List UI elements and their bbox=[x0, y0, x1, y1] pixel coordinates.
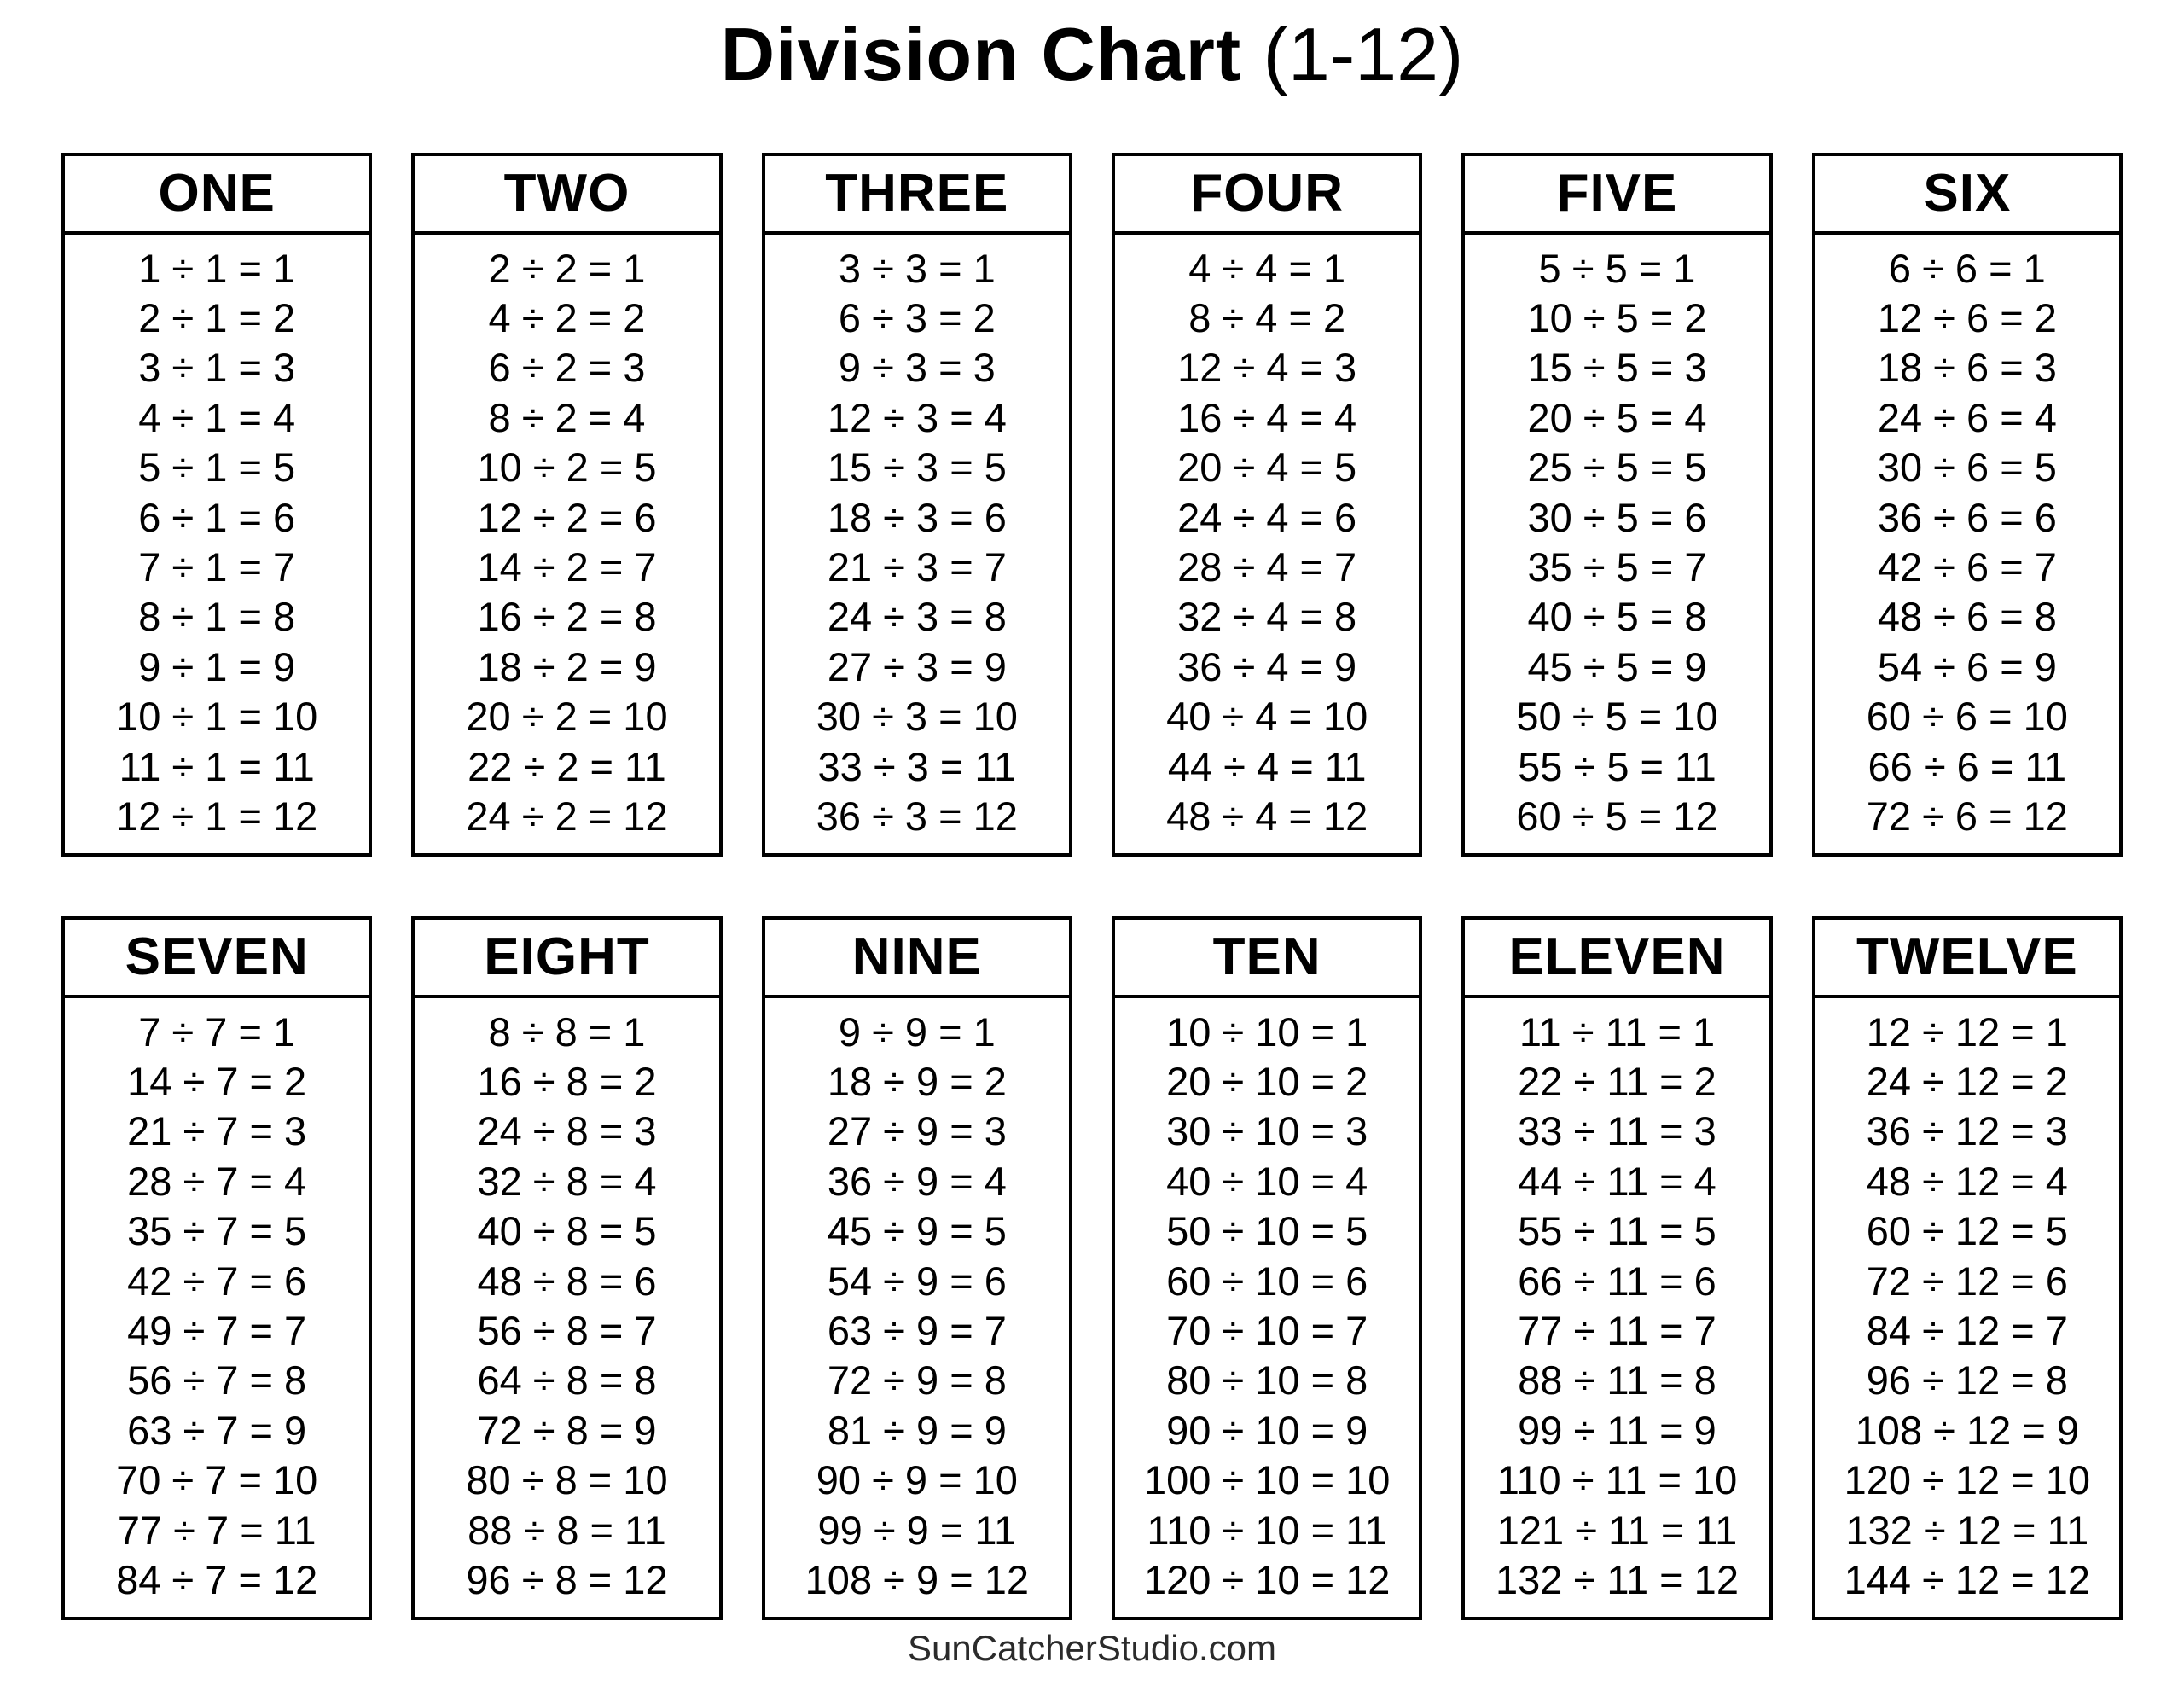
equation-row: 18 ÷ 9 = 2 bbox=[827, 1058, 1007, 1104]
division-box-body bbox=[1115, 998, 1419, 1617]
equation-row: 7 ÷ 1 = 7 bbox=[138, 543, 296, 590]
equation-row: 10 ÷ 5 = 2 bbox=[1527, 294, 1707, 340]
equation-row: 54 ÷ 6 = 9 bbox=[1877, 643, 2057, 689]
equation-row: 22 ÷ 2 = 11 bbox=[468, 743, 666, 789]
division-box-body bbox=[1465, 235, 1769, 853]
equation-row: 40 ÷ 5 = 8 bbox=[1527, 594, 1707, 640]
equation-row: 72 ÷ 12 = 6 bbox=[1866, 1258, 2068, 1304]
equation-row: 60 ÷ 6 = 10 bbox=[1866, 694, 2068, 740]
section-six bbox=[1812, 153, 2123, 857]
equation-row: 40 ÷ 10 = 4 bbox=[1166, 1158, 1368, 1204]
equation-row: 70 ÷ 10 = 7 bbox=[1166, 1307, 1368, 1353]
section-eight bbox=[411, 916, 722, 1620]
equation-row: 8 ÷ 4 = 2 bbox=[1188, 294, 1346, 340]
equation-row: 36 ÷ 12 = 3 bbox=[1866, 1108, 2068, 1154]
page-title-range: (1-12) bbox=[1263, 12, 1464, 96]
section-nine bbox=[762, 916, 1072, 1620]
equation-row: 10 ÷ 1 = 10 bbox=[116, 694, 318, 740]
equation-row: 27 ÷ 9 = 3 bbox=[827, 1108, 1007, 1154]
division-box-header: ONE bbox=[65, 156, 369, 235]
equation-row: 50 ÷ 10 = 5 bbox=[1166, 1208, 1368, 1254]
equation-row: 1 ÷ 1 = 1 bbox=[138, 245, 296, 291]
division-box-header: FIVE bbox=[1465, 156, 1769, 235]
equation-row: 24 ÷ 4 = 6 bbox=[1177, 494, 1357, 540]
equation-row: 28 ÷ 4 = 7 bbox=[1177, 543, 1357, 590]
equation-row: 81 ÷ 9 = 9 bbox=[827, 1407, 1007, 1453]
equation-row: 49 ÷ 7 = 7 bbox=[127, 1307, 307, 1353]
equation-row: 55 ÷ 11 = 5 bbox=[1518, 1208, 1716, 1254]
equation-row: 48 ÷ 4 = 12 bbox=[1166, 793, 1368, 839]
section-five bbox=[1461, 153, 1772, 857]
equation-row: 12 ÷ 6 = 2 bbox=[1877, 294, 2057, 340]
equation-row: 14 ÷ 7 = 2 bbox=[127, 1058, 307, 1104]
equation-row: 10 ÷ 10 = 1 bbox=[1166, 1008, 1368, 1055]
equation-row: 63 ÷ 9 = 7 bbox=[827, 1307, 1007, 1353]
equation-row: 12 ÷ 3 = 4 bbox=[827, 394, 1007, 440]
equation-row: 72 ÷ 9 = 8 bbox=[827, 1357, 1007, 1404]
equation-row: 96 ÷ 12 = 8 bbox=[1866, 1357, 2068, 1404]
equation-row: 2 ÷ 2 = 1 bbox=[488, 245, 646, 291]
equation-row: 96 ÷ 8 = 12 bbox=[466, 1556, 668, 1602]
equation-row: 33 ÷ 11 = 3 bbox=[1518, 1108, 1716, 1154]
equation-row: 56 ÷ 8 = 7 bbox=[477, 1307, 657, 1353]
equation-row: 30 ÷ 6 = 5 bbox=[1877, 445, 2057, 491]
equation-row: 20 ÷ 5 = 4 bbox=[1527, 394, 1707, 440]
equation-row: 110 ÷ 10 = 11 bbox=[1147, 1507, 1387, 1553]
division-box-body bbox=[415, 998, 718, 1617]
equation-row: 99 ÷ 9 = 11 bbox=[817, 1507, 1017, 1553]
division-box-body bbox=[1465, 998, 1769, 1617]
equation-row: 40 ÷ 8 = 5 bbox=[477, 1208, 657, 1254]
equation-row: 80 ÷ 10 = 8 bbox=[1166, 1357, 1368, 1404]
equation-row: 6 ÷ 6 = 1 bbox=[1888, 245, 2046, 291]
equation-row: 21 ÷ 3 = 7 bbox=[827, 543, 1007, 590]
equation-row: 121 ÷ 11 = 11 bbox=[1496, 1507, 1738, 1553]
equation-row: 4 ÷ 1 = 4 bbox=[138, 394, 296, 440]
equation-row: 45 ÷ 9 = 5 bbox=[827, 1208, 1007, 1254]
equation-row: 6 ÷ 2 = 3 bbox=[488, 345, 646, 391]
division-box-header: THREE bbox=[765, 156, 1069, 235]
division-box-header: SIX bbox=[1815, 156, 2119, 235]
equation-row: 32 ÷ 4 = 8 bbox=[1177, 594, 1357, 640]
division-box-header: EIGHT bbox=[415, 920, 718, 998]
division-box-header: TWELVE bbox=[1815, 920, 2119, 998]
division-box-header: TWO bbox=[415, 156, 718, 235]
equation-row: 27 ÷ 3 = 9 bbox=[827, 643, 1007, 689]
section-two bbox=[411, 153, 722, 857]
equation-row: 54 ÷ 9 = 6 bbox=[827, 1258, 1007, 1304]
equation-row: 66 ÷ 6 = 11 bbox=[1867, 743, 2067, 789]
equation-row: 60 ÷ 5 = 12 bbox=[1516, 793, 1718, 839]
division-box-body bbox=[1115, 235, 1419, 853]
equation-row: 120 ÷ 10 = 12 bbox=[1143, 1556, 1391, 1602]
equation-row: 70 ÷ 7 = 10 bbox=[116, 1457, 318, 1503]
equation-row: 24 ÷ 3 = 8 bbox=[827, 594, 1007, 640]
division-box-body bbox=[65, 998, 369, 1617]
equation-row: 24 ÷ 6 = 4 bbox=[1877, 394, 2057, 440]
equation-row: 18 ÷ 6 = 3 bbox=[1877, 345, 2057, 391]
equation-row: 77 ÷ 7 = 11 bbox=[117, 1507, 317, 1553]
equation-row: 8 ÷ 8 = 1 bbox=[488, 1008, 646, 1055]
equation-row: 30 ÷ 3 = 10 bbox=[816, 694, 1018, 740]
equation-row: 22 ÷ 11 = 2 bbox=[1518, 1058, 1716, 1104]
equation-row: 90 ÷ 9 = 10 bbox=[816, 1457, 1018, 1503]
equation-row: 56 ÷ 7 = 8 bbox=[127, 1357, 307, 1404]
equation-row: 24 ÷ 12 = 2 bbox=[1866, 1058, 2068, 1104]
equation-row: 14 ÷ 2 = 7 bbox=[477, 543, 657, 590]
equation-row: 120 ÷ 12 = 10 bbox=[1844, 1457, 2091, 1503]
page-title bbox=[0, 14, 2184, 96]
equation-row: 99 ÷ 11 = 9 bbox=[1518, 1407, 1716, 1453]
equation-row: 9 ÷ 9 = 1 bbox=[838, 1008, 996, 1055]
equation-row: 12 ÷ 2 = 6 bbox=[477, 494, 657, 540]
division-box-header: FOUR bbox=[1115, 156, 1419, 235]
equation-row: 63 ÷ 7 = 9 bbox=[127, 1407, 307, 1453]
equation-row: 48 ÷ 6 = 8 bbox=[1877, 594, 2057, 640]
division-box-body bbox=[1815, 998, 2119, 1617]
equation-row: 45 ÷ 5 = 9 bbox=[1527, 643, 1707, 689]
equation-row: 16 ÷ 4 = 4 bbox=[1177, 394, 1357, 440]
equation-row: 4 ÷ 4 = 1 bbox=[1188, 245, 1346, 291]
division-box-body bbox=[415, 235, 718, 853]
equation-row: 15 ÷ 3 = 5 bbox=[827, 445, 1007, 491]
division-grid bbox=[61, 153, 2123, 1620]
equation-row: 30 ÷ 5 = 6 bbox=[1527, 494, 1707, 540]
section-one bbox=[61, 153, 372, 857]
equation-row: 32 ÷ 8 = 4 bbox=[477, 1158, 657, 1204]
equation-row: 80 ÷ 8 = 10 bbox=[466, 1457, 668, 1503]
division-box-header: ELEVEN bbox=[1465, 920, 1769, 998]
footer-credit: SunCatcherStudio.com bbox=[908, 1627, 1276, 1668]
equation-row: 6 ÷ 1 = 6 bbox=[138, 494, 296, 540]
equation-row: 42 ÷ 7 = 6 bbox=[127, 1258, 307, 1304]
equation-row: 20 ÷ 4 = 5 bbox=[1177, 445, 1357, 491]
equation-row: 55 ÷ 5 = 11 bbox=[1518, 743, 1716, 789]
equation-row: 84 ÷ 7 = 12 bbox=[116, 1556, 318, 1602]
equation-row: 4 ÷ 2 = 2 bbox=[488, 294, 646, 340]
equation-row: 30 ÷ 10 = 3 bbox=[1166, 1108, 1368, 1154]
division-box-body bbox=[765, 998, 1069, 1617]
equation-row: 12 ÷ 4 = 3 bbox=[1177, 345, 1357, 391]
equation-row: 42 ÷ 6 = 7 bbox=[1877, 543, 2057, 590]
equation-row: 8 ÷ 2 = 4 bbox=[488, 394, 646, 440]
equation-row: 48 ÷ 12 = 4 bbox=[1866, 1158, 2068, 1204]
equation-row: 36 ÷ 3 = 12 bbox=[816, 793, 1018, 839]
equation-row: 3 ÷ 1 = 3 bbox=[138, 345, 296, 391]
equation-row: 40 ÷ 4 = 10 bbox=[1166, 694, 1368, 740]
equation-row: 18 ÷ 2 = 9 bbox=[477, 643, 657, 689]
section-ten bbox=[1112, 916, 1422, 1620]
equation-row: 21 ÷ 7 = 3 bbox=[127, 1108, 307, 1154]
equation-row: 9 ÷ 1 = 9 bbox=[138, 643, 296, 689]
equation-row: 44 ÷ 11 = 4 bbox=[1518, 1158, 1716, 1204]
division-box-body bbox=[65, 235, 369, 853]
division-box-body bbox=[1815, 235, 2119, 853]
equation-row: 77 ÷ 11 = 7 bbox=[1518, 1307, 1716, 1353]
equation-row: 88 ÷ 8 = 11 bbox=[468, 1507, 666, 1553]
page-title-main: Division Chart bbox=[720, 12, 1242, 96]
equation-row: 72 ÷ 6 = 12 bbox=[1866, 793, 2068, 839]
equation-row: 3 ÷ 3 = 1 bbox=[838, 245, 996, 291]
equation-row: 44 ÷ 4 = 11 bbox=[1167, 743, 1367, 789]
section-seven bbox=[61, 916, 372, 1620]
equation-row: 9 ÷ 3 = 3 bbox=[838, 345, 996, 391]
equation-row: 10 ÷ 2 = 5 bbox=[477, 445, 657, 491]
equation-row: 50 ÷ 5 = 10 bbox=[1516, 694, 1718, 740]
equation-row: 88 ÷ 11 = 8 bbox=[1518, 1357, 1716, 1404]
equation-row: 28 ÷ 7 = 4 bbox=[127, 1158, 307, 1204]
equation-row: 35 ÷ 7 = 5 bbox=[127, 1208, 307, 1254]
equation-row: 24 ÷ 8 = 3 bbox=[477, 1108, 657, 1154]
equation-row: 16 ÷ 8 = 2 bbox=[477, 1058, 657, 1104]
equation-row: 60 ÷ 10 = 6 bbox=[1166, 1258, 1368, 1304]
equation-row: 2 ÷ 1 = 2 bbox=[138, 294, 296, 340]
division-box-header: NINE bbox=[765, 920, 1069, 998]
equation-row: 12 ÷ 1 = 12 bbox=[116, 793, 318, 839]
equation-row: 35 ÷ 5 = 7 bbox=[1527, 543, 1707, 590]
equation-row: 48 ÷ 8 = 6 bbox=[477, 1258, 657, 1304]
equation-row: 100 ÷ 10 = 10 bbox=[1143, 1457, 1391, 1503]
equation-row: 36 ÷ 9 = 4 bbox=[827, 1158, 1007, 1204]
equation-row: 8 ÷ 1 = 8 bbox=[138, 594, 296, 640]
equation-row: 24 ÷ 2 = 12 bbox=[466, 793, 668, 839]
section-four bbox=[1112, 153, 1422, 857]
equation-row: 60 ÷ 12 = 5 bbox=[1866, 1208, 2068, 1254]
equation-row: 5 ÷ 5 = 1 bbox=[1538, 245, 1696, 291]
equation-row: 72 ÷ 8 = 9 bbox=[477, 1407, 657, 1453]
equation-row: 132 ÷ 11 = 12 bbox=[1496, 1556, 1739, 1602]
equation-row: 36 ÷ 6 = 6 bbox=[1877, 494, 2057, 540]
equation-row: 5 ÷ 1 = 5 bbox=[138, 445, 296, 491]
division-box-body bbox=[765, 235, 1069, 853]
equation-row: 25 ÷ 5 = 5 bbox=[1527, 445, 1707, 491]
equation-row: 20 ÷ 10 = 2 bbox=[1166, 1058, 1368, 1104]
division-box-header: TEN bbox=[1115, 920, 1419, 998]
equation-row: 108 ÷ 12 = 9 bbox=[1855, 1407, 2079, 1453]
equation-row: 33 ÷ 3 = 11 bbox=[817, 743, 1017, 789]
equation-row: 84 ÷ 12 = 7 bbox=[1866, 1307, 2068, 1353]
section-eleven bbox=[1461, 916, 1772, 1620]
equation-row: 132 ÷ 12 = 11 bbox=[1845, 1507, 2089, 1553]
section-three bbox=[762, 153, 1072, 857]
equation-row: 108 ÷ 9 = 12 bbox=[804, 1556, 1029, 1602]
equation-row: 16 ÷ 2 = 8 bbox=[477, 594, 657, 640]
equation-row: 20 ÷ 2 = 10 bbox=[466, 694, 668, 740]
equation-row: 36 ÷ 4 = 9 bbox=[1177, 643, 1357, 689]
equation-row: 66 ÷ 11 = 6 bbox=[1518, 1258, 1716, 1304]
equation-row: 15 ÷ 5 = 3 bbox=[1527, 345, 1707, 391]
equation-row: 110 ÷ 11 = 10 bbox=[1496, 1457, 1738, 1503]
equation-row: 11 ÷ 11 = 1 bbox=[1519, 1008, 1716, 1055]
equation-row: 6 ÷ 3 = 2 bbox=[838, 294, 996, 340]
equation-row: 90 ÷ 10 = 9 bbox=[1166, 1407, 1368, 1453]
equation-row: 18 ÷ 3 = 6 bbox=[827, 494, 1007, 540]
section-twelve bbox=[1812, 916, 2123, 1620]
equation-row: 144 ÷ 12 = 12 bbox=[1844, 1556, 2091, 1602]
division-box-header: SEVEN bbox=[65, 920, 369, 998]
equation-row: 64 ÷ 8 = 8 bbox=[477, 1357, 657, 1404]
equation-row: 11 ÷ 1 = 11 bbox=[119, 743, 315, 789]
equation-row: 12 ÷ 12 = 1 bbox=[1866, 1008, 2068, 1055]
equation-row: 7 ÷ 7 = 1 bbox=[138, 1008, 296, 1055]
